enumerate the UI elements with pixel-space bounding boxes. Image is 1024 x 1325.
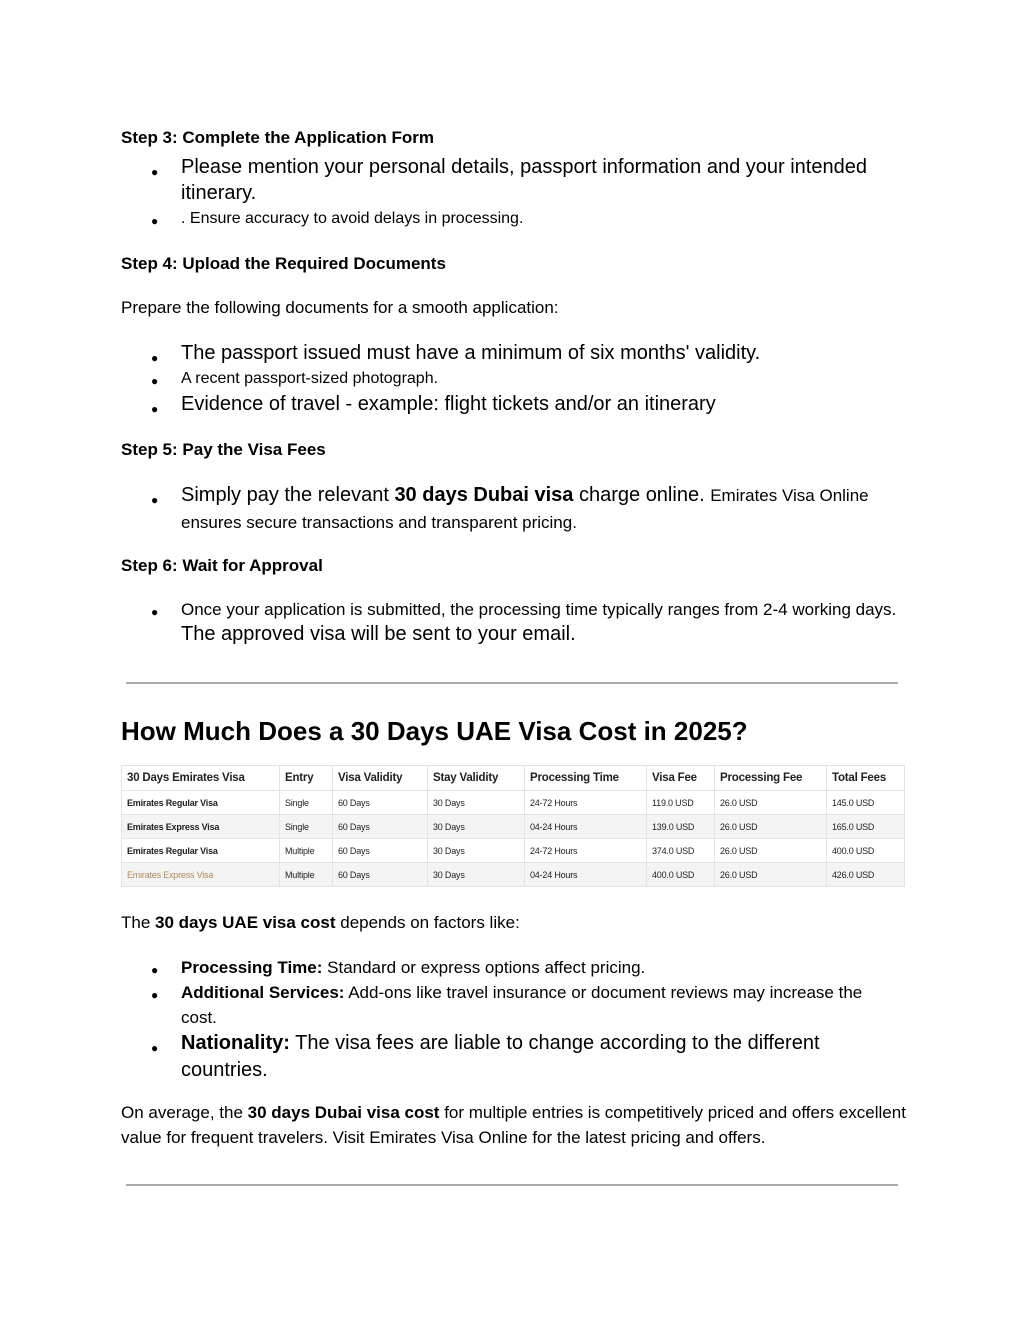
table-cell: Multiple xyxy=(280,863,333,887)
factor-text: The visa fees are liable to change according to the different countries. xyxy=(181,1032,820,1081)
table-cell-highlighted: Emirates Express Visa xyxy=(122,863,280,887)
step6-list xyxy=(121,597,901,647)
step3-heading: Step 3: Complete the Application Form xyxy=(121,128,434,147)
table-row xyxy=(122,791,905,815)
factors-list xyxy=(121,955,901,1084)
table-cell: 400.0 USD xyxy=(647,863,715,887)
text-segment: Simply pay the relevant xyxy=(181,484,395,506)
step5-list xyxy=(121,482,901,536)
list-item xyxy=(121,482,901,536)
table-cell: 24-72 Hours xyxy=(525,839,647,863)
table-cell: 26.0 USD xyxy=(715,839,827,863)
list-item: ● . Ensure accuracy to avoid delays in processing. xyxy=(121,206,901,231)
factor-text: Add-ons like travel insurance or document reviews may increase the cost. xyxy=(181,983,863,1027)
column-header: Visa Fee xyxy=(647,766,715,791)
step4-list xyxy=(121,340,901,417)
closing-paragraph xyxy=(121,1100,911,1150)
factor-text: Standard or express options affect pricing. xyxy=(322,958,646,977)
text-segment: Emirates Visa Online ensures secure transactions and transparent pricing. xyxy=(181,486,869,532)
text-segment: depends on factors like: xyxy=(335,913,520,932)
table-cell: 139.0 USD xyxy=(647,815,715,839)
table-cell: 04-24 Hours xyxy=(525,863,647,887)
list-item: ● Please mention your personal details, passport information and your intended itinerary. xyxy=(121,154,901,206)
step5-heading: Step 5: Pay the Visa Fees xyxy=(121,440,326,459)
column-header: Processing Time xyxy=(525,766,647,791)
horizontal-rule xyxy=(126,682,898,684)
step6-heading: Step 6: Wait for Approval xyxy=(121,556,323,575)
table-cell: 119.0 USD xyxy=(647,791,715,815)
factor-label: Additional Services: xyxy=(181,983,345,1002)
column-header: Stay Validity xyxy=(428,766,525,791)
section-title: How Much Does a 30 Days UAE Visa Cost in 2025? xyxy=(121,716,748,746)
list-item xyxy=(121,980,901,1030)
table-cell: 26.0 USD xyxy=(715,791,827,815)
bold-term: 30 days UAE visa cost xyxy=(155,913,336,932)
step4-heading: Step 4: Upload the Required Documents xyxy=(121,254,446,273)
factor-label: Processing Time: xyxy=(181,958,323,977)
table-cell: 26.0 USD xyxy=(715,815,827,839)
column-header: Total Fees xyxy=(827,766,905,791)
table-cell: 30 Days xyxy=(428,815,525,839)
table-cell: 30 Days xyxy=(428,863,525,887)
list-item xyxy=(121,955,901,980)
column-header: 30 Days Emirates Visa xyxy=(122,766,280,791)
table-cell: 374.0 USD xyxy=(647,839,715,863)
bold-term: 30 days Dubai visa cost xyxy=(247,1103,440,1122)
table-cell: Emirates Regular Visa xyxy=(122,791,280,815)
table-row xyxy=(122,815,905,839)
table-cell: 145.0 USD xyxy=(827,791,905,815)
factors-intro xyxy=(121,910,911,935)
table-cell: 400.0 USD xyxy=(827,839,905,863)
text-segment: The approved visa will be sent to your email. xyxy=(181,623,576,645)
table-cell: 24-72 Hours xyxy=(525,791,647,815)
text-segment: Once your application is submitted, the processing time typically ranges from 2-4 working days. xyxy=(181,600,897,619)
table-cell: Single xyxy=(280,791,333,815)
visa-fees-table xyxy=(121,765,905,887)
list-item: ● A recent passport-sized photograph. xyxy=(121,366,901,391)
list-item xyxy=(121,1030,901,1084)
step3-list xyxy=(121,154,901,231)
table-cell: Multiple xyxy=(280,839,333,863)
list-item: ● Evidence of travel - example: flight tickets and/or an itinerary xyxy=(121,391,901,417)
horizontal-rule xyxy=(126,1184,898,1186)
text-segment: On average, the xyxy=(121,1103,248,1122)
table-cell: 26.0 USD xyxy=(715,863,827,887)
table-row xyxy=(122,863,905,887)
bold-term: 30 days Dubai visa xyxy=(394,484,574,506)
table-header-row xyxy=(122,766,905,791)
table-cell: 30 Days xyxy=(428,839,525,863)
column-header: Visa Validity xyxy=(333,766,428,791)
step4-intro: Prepare the following documents for a smooth application: xyxy=(121,298,559,317)
table-cell: 60 Days xyxy=(333,863,428,887)
table-row xyxy=(122,839,905,863)
table-cell: 426.0 USD xyxy=(827,863,905,887)
table-cell: Emirates Express Visa xyxy=(122,815,280,839)
table-cell: 60 Days xyxy=(333,839,428,863)
text-segment: for multiple entries is competitively priced and offers excellent value for frequent travelers. Visit Emirates Visa Online for the latest pricing and offers. xyxy=(121,1103,906,1147)
table-cell: 04-24 Hours xyxy=(525,815,647,839)
factor-label: Nationality: xyxy=(181,1032,290,1054)
table-cell: 60 Days xyxy=(333,791,428,815)
column-header: Processing Fee xyxy=(715,766,827,791)
list-item xyxy=(121,597,901,647)
table-cell: Single xyxy=(280,815,333,839)
text-segment: charge online. xyxy=(573,484,711,506)
table-cell: 60 Days xyxy=(333,815,428,839)
table-cell: Emirates Regular Visa xyxy=(122,839,280,863)
table-cell: 30 Days xyxy=(428,791,525,815)
column-header: Entry xyxy=(280,766,333,791)
list-item: ● The passport issued must have a minimum of six months' validity. xyxy=(121,340,901,366)
table-cell: 165.0 USD xyxy=(827,815,905,839)
text-segment: The xyxy=(121,913,156,932)
